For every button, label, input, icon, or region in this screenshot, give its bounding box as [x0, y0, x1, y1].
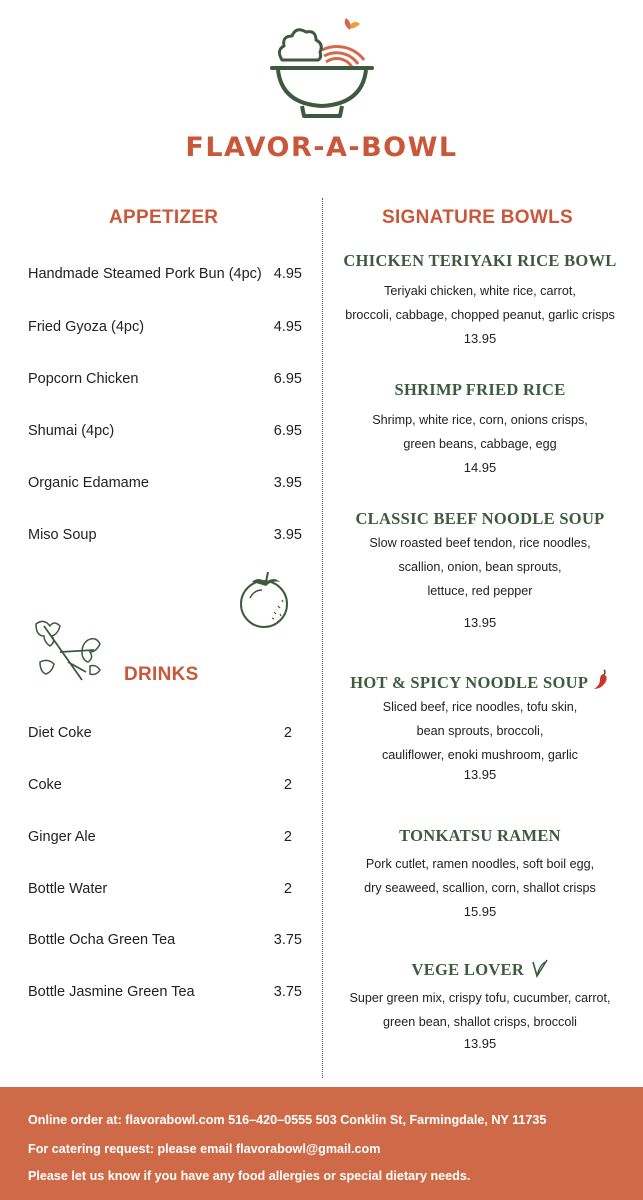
menu-item: [28, 266, 302, 288]
item-name: Miso Soup: [28, 527, 97, 543]
menu-item: [28, 777, 302, 799]
bowl-name: [330, 668, 630, 693]
drinks-title: DRINKS: [124, 664, 199, 685]
leaf-icon: [529, 958, 549, 978]
bowl-price: 15.95: [463, 904, 497, 919]
item-price: 3.75: [273, 984, 302, 1000]
bowl-name: TONKATSU RAMEN: [399, 826, 561, 845]
item-name: Popcorn Chicken: [28, 371, 139, 387]
description-line: bean sprouts, broccoli,: [416, 724, 544, 738]
item-name: Organic Edamame: [28, 475, 149, 491]
description-line: broccoli, cabbage, chopped peanut, garlic crisps: [345, 308, 615, 322]
parsley-icon: [30, 618, 106, 686]
bowl-description: [330, 986, 630, 1034]
item-price: 3.75: [273, 932, 302, 948]
item-name: Fried Gyoza (4pc): [28, 319, 145, 335]
menu-item: [28, 932, 302, 954]
menu-item: [28, 371, 302, 393]
menu-item: [28, 829, 302, 851]
footer-contact-line: Online order at: flavorabowl.com 516–420–0555 503 Conklin St, Farmingdale, NY 11735: [28, 1113, 547, 1127]
bowl-card: [330, 668, 630, 782]
bowl-price: 13.95: [463, 615, 497, 630]
description-line: Shrimp, white rice, corn, onions crisps,: [372, 413, 588, 427]
bowl-description: [330, 852, 630, 900]
appetizer-title: APPETIZER: [109, 207, 219, 228]
footer-allergy-line: Please let us know if you have any food allergies or special dietary needs.: [28, 1169, 471, 1183]
item-price: 4.95: [273, 266, 302, 282]
bowl-name-text: HOT & SPICY NOODLE SOUP: [350, 673, 588, 692]
description-line: dry seaweed, scallion, corn, shallot crisps: [364, 881, 596, 895]
footer-catering-line: For catering request: please email flavorabowl@gmail.com: [28, 1142, 381, 1156]
description-line: Teriyaki chicken, white rice, carrot,: [384, 284, 576, 298]
menu-item: [28, 881, 302, 903]
signature-title: SIGNATURE BOWLS: [382, 207, 573, 228]
menu-item: [28, 725, 302, 747]
bowl-name-text: VEGE LOVER: [411, 960, 525, 979]
description-line: Pork cutlet, ramen noodles, soft boil egg,: [365, 857, 595, 871]
header: [0, 0, 643, 180]
bowl-price: 14.95: [463, 460, 497, 475]
item-price: 4.95: [273, 319, 302, 335]
item-name: Coke: [28, 777, 62, 793]
bowl-description: [330, 695, 630, 767]
bowl-price: 13.95: [463, 1036, 497, 1051]
description-line: green bean, shallot crisps, broccoli: [383, 1015, 577, 1029]
bowl-card: [330, 509, 630, 630]
footer: [0, 1087, 643, 1200]
chili-pepper-icon: [592, 668, 610, 690]
item-price: 2: [283, 725, 292, 741]
item-price: 6.95: [273, 423, 302, 439]
bowl-card: [330, 958, 630, 1051]
item-price: 2: [283, 881, 292, 897]
description-line: Sliced beef, rice noodles, tofu skin,: [382, 700, 578, 714]
tomato-icon: [236, 568, 294, 630]
bowl-name: CLASSIC BEEF NOODLE SOUP: [355, 509, 605, 528]
column-divider: [322, 198, 323, 1078]
item-price: 3.95: [273, 475, 302, 491]
item-price: 6.95: [273, 371, 302, 387]
bowl-name: SHRIMP FRIED RICE: [394, 380, 566, 399]
bowl-description: [330, 531, 630, 603]
bowl-description: [330, 279, 630, 327]
menu-item: [28, 984, 302, 1006]
item-name: Ginger Ale: [28, 829, 96, 845]
menu-item: [28, 319, 302, 341]
menu-item: [28, 475, 302, 497]
item-name: Diet Coke: [28, 725, 92, 741]
bowl-name: [330, 958, 630, 980]
salad-bowl-icon: [266, 10, 378, 120]
description-line: Super green mix, crispy tofu, cucumber, carrot,: [349, 991, 611, 1005]
item-name: Handmade Steamed Pork Bun (4pc): [28, 266, 262, 282]
bowl-card: [330, 380, 630, 475]
bowl-price: 13.95: [463, 331, 497, 346]
item-price: 2: [283, 777, 292, 793]
item-price: 2: [283, 829, 292, 845]
description-line: Slow roasted beef tendon, rice noodles,: [369, 536, 591, 550]
description-line: scallion, onion, bean sprouts,: [398, 560, 562, 574]
menu-item: [28, 423, 302, 445]
item-name: Shumai (4pc): [28, 423, 115, 439]
item-name: Bottle Jasmine Green Tea: [28, 984, 195, 1000]
bowl-price: 13.95: [463, 767, 497, 782]
bowl-card: [330, 251, 630, 346]
item-name: Bottle Water: [28, 881, 108, 897]
item-price: 3.95: [273, 527, 302, 543]
bowl-card: [330, 826, 630, 919]
brand-name: FLAVOR-A-BOWL: [185, 132, 458, 163]
description-line: green beans, cabbage, egg: [403, 437, 557, 451]
item-name: Bottle Ocha Green Tea: [28, 932, 176, 948]
menu-item: [28, 527, 302, 549]
bowl-description: [330, 408, 630, 456]
description-line: lettuce, red pepper: [427, 584, 533, 598]
description-line: cauliflower, enoki mushroom, garlic: [382, 748, 578, 762]
bowl-name: CHICKEN TERIYAKI RICE BOWL: [343, 251, 617, 270]
